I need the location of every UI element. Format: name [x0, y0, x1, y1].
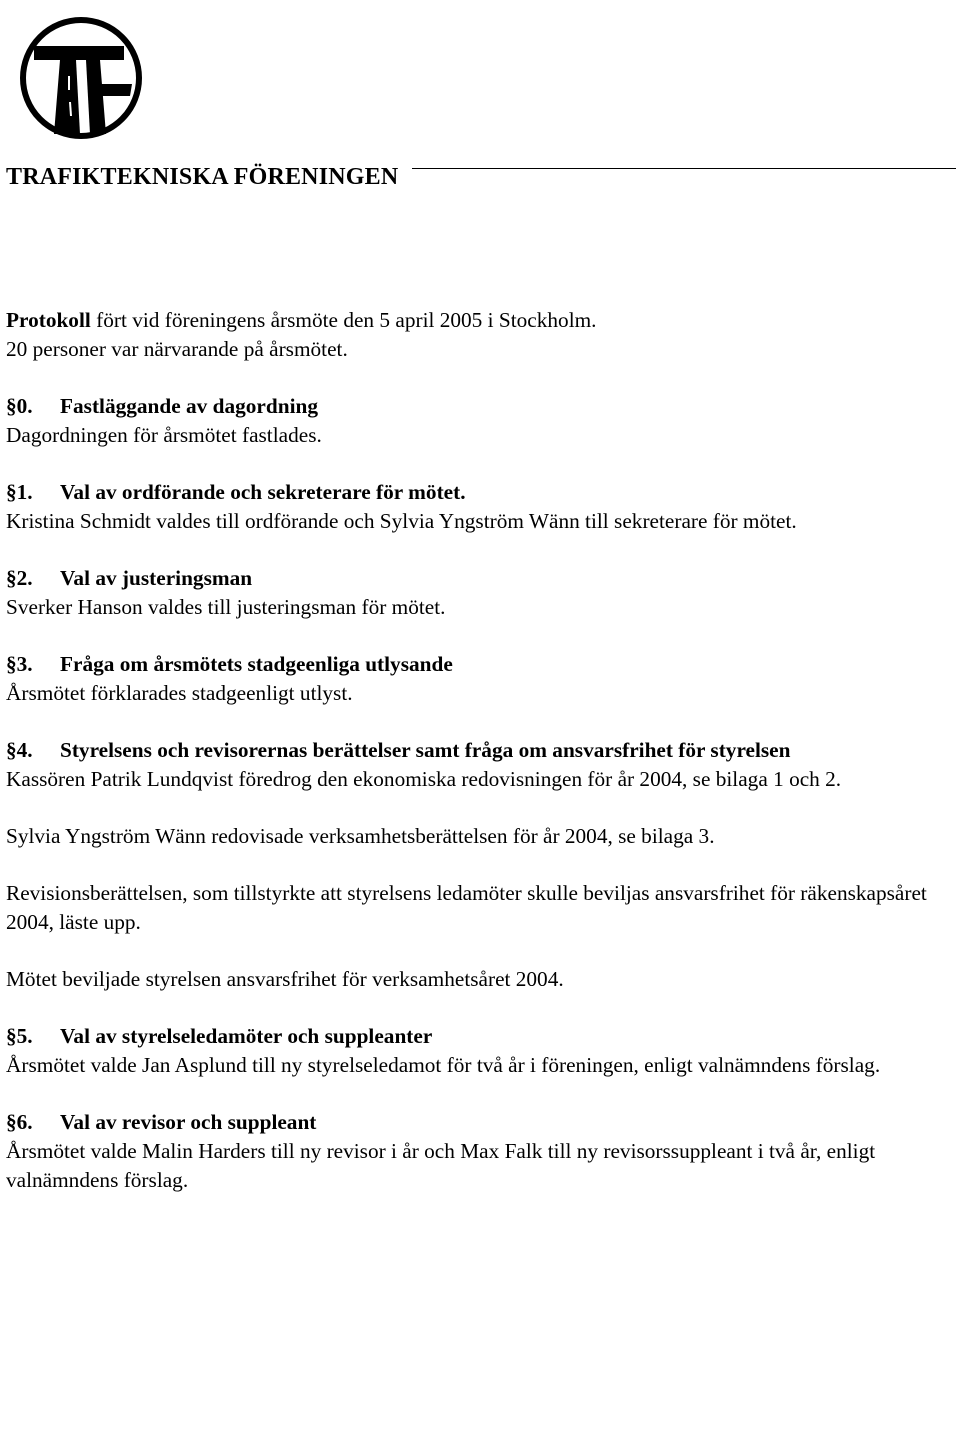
section-paragraph: Årsmötet förklarades stadgeenligt utlyst.	[6, 681, 353, 705]
protocol-body	[6, 306, 936, 1195]
section-heading	[6, 650, 936, 679]
section-paragraph: Årsmötet valde Jan Asplund till ny styrelseledamot för två år i föreningen, enligt valnämndens förslag.	[6, 1053, 881, 1077]
section-paragraph: Kristina Schmidt valdes till ordförande och Sylvia Yngström Wänn till sekreterare för mötet.	[6, 509, 797, 533]
section-heading	[6, 392, 936, 421]
section-number: §4.	[6, 738, 33, 762]
section-6	[6, 1108, 936, 1195]
section-paragraph: Revisionsberättelsen, som tillstyrkte att styrelsens ledamöter skulle beviljas ansvarsfrihet för räkenskapsåret 2004, läste upp.	[6, 881, 927, 934]
intro-line-1-rest: fört vid föreningens årsmöte den 5 april 2005 i Stockholm.	[90, 308, 597, 332]
section-title: Val av revisor och suppleant	[60, 1110, 317, 1134]
section-title: Fastläggande av dagordning	[60, 394, 318, 418]
section-3	[6, 650, 936, 708]
section-4	[6, 736, 936, 994]
section-paragraph: Dagordningen för årsmötet fastlades.	[6, 423, 322, 447]
section-title: Val av justeringsman	[60, 566, 253, 590]
section-number: §6.	[6, 1110, 33, 1134]
section-heading	[6, 564, 936, 593]
section-heading	[6, 1022, 936, 1051]
intro-line-1	[6, 306, 936, 335]
section-title: Fråga om årsmötets stadgeenliga utlysande	[60, 652, 453, 676]
section-2	[6, 564, 936, 622]
header-rule	[412, 168, 956, 169]
intro-line-2: 20 personer var närvarande på årsmötet.	[6, 337, 348, 361]
section-title: Styrelsens och revisorernas berättelser samt fråga om ansvarsfrihet för styrelsen	[60, 738, 791, 762]
section-number: §1.	[6, 480, 33, 504]
organization-logo	[20, 6, 142, 156]
intro-bold-word: Protokoll	[6, 308, 91, 332]
section-paragraph: Årsmötet valde Malin Harders till ny revisor i år och Max Falk till ny revisorssuppleant i två år, enligt valnämndens förslag.	[6, 1139, 876, 1192]
section-title: Val av styrelseledamöter och suppleanter	[60, 1024, 433, 1048]
section-number: §2.	[6, 566, 33, 590]
section-paragraph: Mötet beviljade styrelsen ansvarsfrihet för verksamhetsåret 2004.	[6, 967, 564, 991]
section-title: Val av ordförande och sekreterare för mötet.	[60, 480, 466, 504]
section-number: §3.	[6, 652, 33, 676]
section-1	[6, 478, 936, 536]
section-5	[6, 1022, 936, 1080]
section-paragraph: Kassören Patrik Lundqvist föredrog den ekonomiska redovisningen för år 2004, se bilaga 1 och 2.	[6, 767, 842, 791]
section-paragraph: Sverker Hanson valdes till justeringsman för mötet.	[6, 595, 446, 619]
section-paragraph: Sylvia Yngström Wänn redovisade verksamhetsberättelsen för år 2004, se bilaga 3.	[6, 824, 715, 848]
section-heading	[6, 736, 936, 765]
section-number: §5.	[6, 1024, 33, 1048]
section-heading	[6, 1108, 936, 1137]
section-0	[6, 392, 936, 450]
section-heading	[6, 478, 936, 507]
organization-name: TRAFIKTEKNISKA FÖRENINGEN	[6, 164, 399, 190]
section-number: §0.	[6, 394, 33, 418]
